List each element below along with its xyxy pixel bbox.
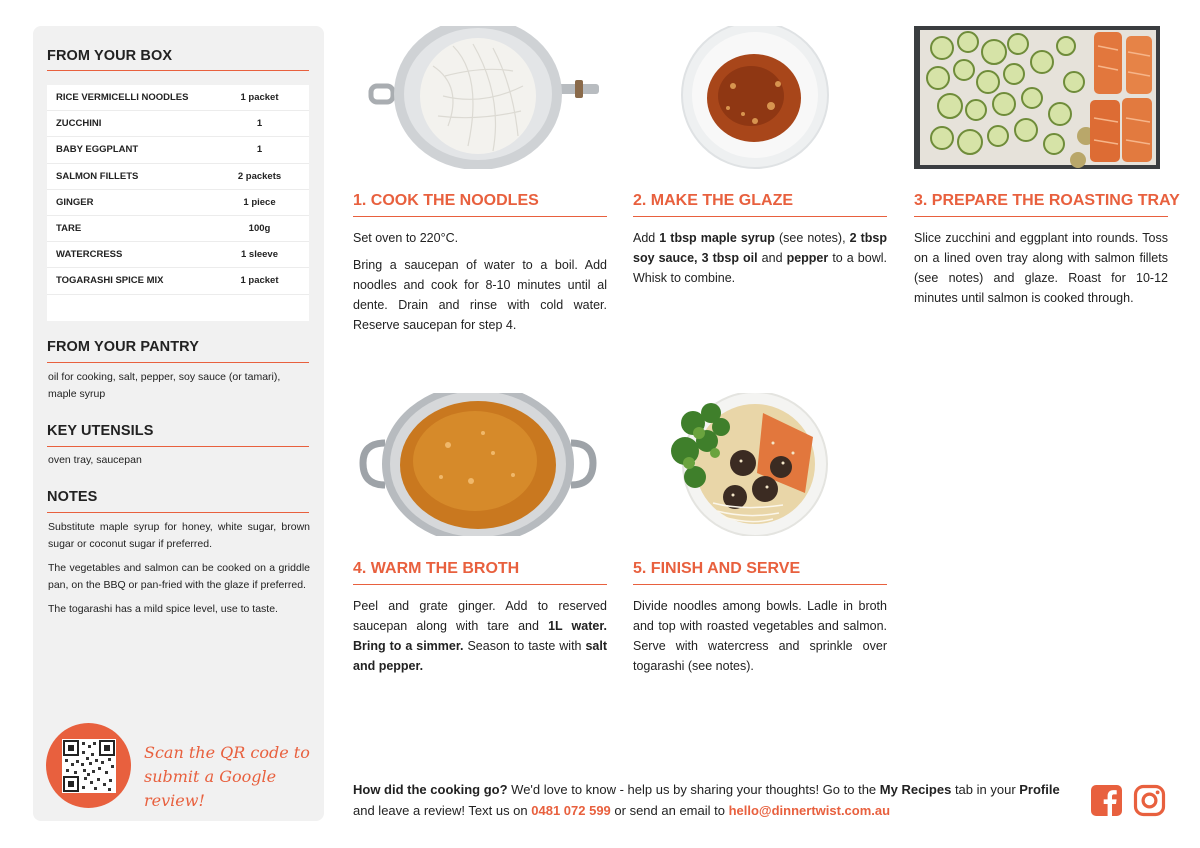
ingredient-name: ZUCCHINI xyxy=(56,118,102,130)
divider xyxy=(47,446,309,447)
box-ingredients-table xyxy=(47,85,309,321)
divider xyxy=(353,584,607,585)
step-paragraph: Slice zucchini and eggplant into rounds. Toss on a lined oven tray along with salmon fillets (see notes) and glaze. Roast for 10-12 minutes until salmon is cooked through. xyxy=(914,231,1168,305)
ingredients-sidebar xyxy=(33,26,324,821)
ingredient-qty: 100g xyxy=(248,223,271,235)
review-footer: How did the cooking go? We'd love to know - help us by sharing your thoughts! Go to the My Recipes tab in your Profile and leave a review! Text us on 0481 072 599 or send an email to hello@dinnertwist.com.au xyxy=(353,782,1060,818)
ingredient-qty: 1 piece xyxy=(243,196,276,208)
step-1-photo xyxy=(353,26,603,169)
step-4-photo xyxy=(353,393,603,536)
note-item: Substitute maple syrup for honey, white sugar, brown sugar or coconut sugar if preferred. xyxy=(48,521,310,550)
step-5-title: 5. FINISH AND SERVE xyxy=(633,560,801,577)
ingredient-name: WATERCRESS xyxy=(56,249,123,261)
facebook-icon[interactable] xyxy=(1090,784,1123,817)
qr-code-icon[interactable] xyxy=(62,739,116,793)
ingredient-name: RICE VERMICELLI NOODLES xyxy=(56,92,189,104)
instagram-icon[interactable] xyxy=(1133,784,1166,817)
pantry-heading: FROM YOUR PANTRY xyxy=(47,339,199,355)
step-4-title: 4. WARM THE BROTH xyxy=(353,560,520,577)
notes-list xyxy=(48,519,310,625)
qr-caption-line: Scan the QR code to xyxy=(144,743,310,762)
pantry-text: oil for cooking, salt, pepper, soy sauce (or tamari), maple syrup xyxy=(48,371,281,400)
box-heading: FROM YOUR BOX xyxy=(47,48,173,64)
step-paragraph: Peel and grate ginger. Add to reserved saucepan along with tare and 1L water. Bring to a simmer. Season to taste with salt and pepper. xyxy=(353,599,607,673)
step-2-title: 2. MAKE THE GLAZE xyxy=(633,192,794,209)
ingredient-row xyxy=(47,164,309,190)
step-paragraph: Divide noodles among bowls. Ladle in broth and top with roasted vegetables and salmon. Serve with watercress and sprinkle over togarashi (see notes). xyxy=(633,599,887,673)
ingredient-row xyxy=(47,216,309,242)
ingredient-qty: 1 packet xyxy=(240,275,279,287)
ingredient-qty: 1 xyxy=(256,144,263,156)
ingredient-name: GINGER xyxy=(56,196,94,208)
step-2-text xyxy=(633,228,887,295)
ingredient-row xyxy=(47,190,309,216)
ingredient-name: TARE xyxy=(56,223,82,235)
ingredient-row xyxy=(47,242,309,268)
utensils-heading: KEY UTENSILS xyxy=(47,423,154,439)
utensils-text: oven tray, saucepan xyxy=(48,454,142,466)
divider xyxy=(633,584,887,585)
divider xyxy=(47,70,309,71)
step-3-text xyxy=(914,228,1168,315)
divider xyxy=(47,362,309,363)
ingredient-qty: 1 packet xyxy=(240,92,279,104)
divider xyxy=(914,216,1168,217)
qr-caption xyxy=(144,741,324,813)
step-5-text xyxy=(633,596,887,683)
ingredient-row xyxy=(47,111,309,137)
note-item: The vegetables and salmon can be cooked on a griddle pan, on the BBQ or pan-fried with the glaze if preferred. xyxy=(48,562,310,591)
step-paragraph: Bring a saucepan of water to a boil. Add noodles and cook for 8-10 minutes until al dente. Drain and rinse with cold water. Reserve saucepan for step 4. xyxy=(353,258,607,332)
ingredient-name: SALMON FILLETS xyxy=(56,170,139,182)
step-paragraph: Set oven to 220°C. xyxy=(353,231,459,245)
ingredient-qty: 1 sleeve xyxy=(241,249,278,261)
divider xyxy=(353,216,607,217)
ingredient-row xyxy=(47,137,309,163)
ingredient-row xyxy=(47,268,309,294)
note-item: The togarashi has a mild spice level, use to taste. xyxy=(48,603,278,615)
step-1-title: 1. COOK THE NOODLES xyxy=(353,192,539,209)
step-4-text xyxy=(353,596,607,683)
step-1-text xyxy=(353,228,607,342)
ingredient-name: TOGARASHI SPICE MIX xyxy=(56,275,164,287)
step-3-title: 3. PREPARE THE ROASTING TRAY xyxy=(914,192,1180,209)
divider xyxy=(47,512,309,513)
notes-heading: NOTES xyxy=(47,489,98,505)
qr-caption-line: submit a Google review! xyxy=(144,767,277,810)
qr-badge xyxy=(46,723,131,808)
step-5-photo xyxy=(633,393,883,536)
ingredient-qty: 1 xyxy=(256,118,263,130)
step-paragraph: Add 1 tbsp maple syrup (see notes), 2 tbsp soy sauce, 3 tbsp oil and pepper to a bowl. Whisk to combine. xyxy=(633,231,887,285)
step-2-photo xyxy=(633,26,883,169)
ingredient-name: BABY EGGPLANT xyxy=(56,144,139,156)
ingredient-qty: 2 packets xyxy=(237,170,282,182)
divider xyxy=(633,216,887,217)
step-3-photo xyxy=(914,26,1160,169)
ingredient-row xyxy=(47,85,309,111)
email-link[interactable]: hello@dinnertwist.com.au xyxy=(728,803,891,818)
phone-link[interactable]: 0481 072 599 xyxy=(531,803,611,818)
